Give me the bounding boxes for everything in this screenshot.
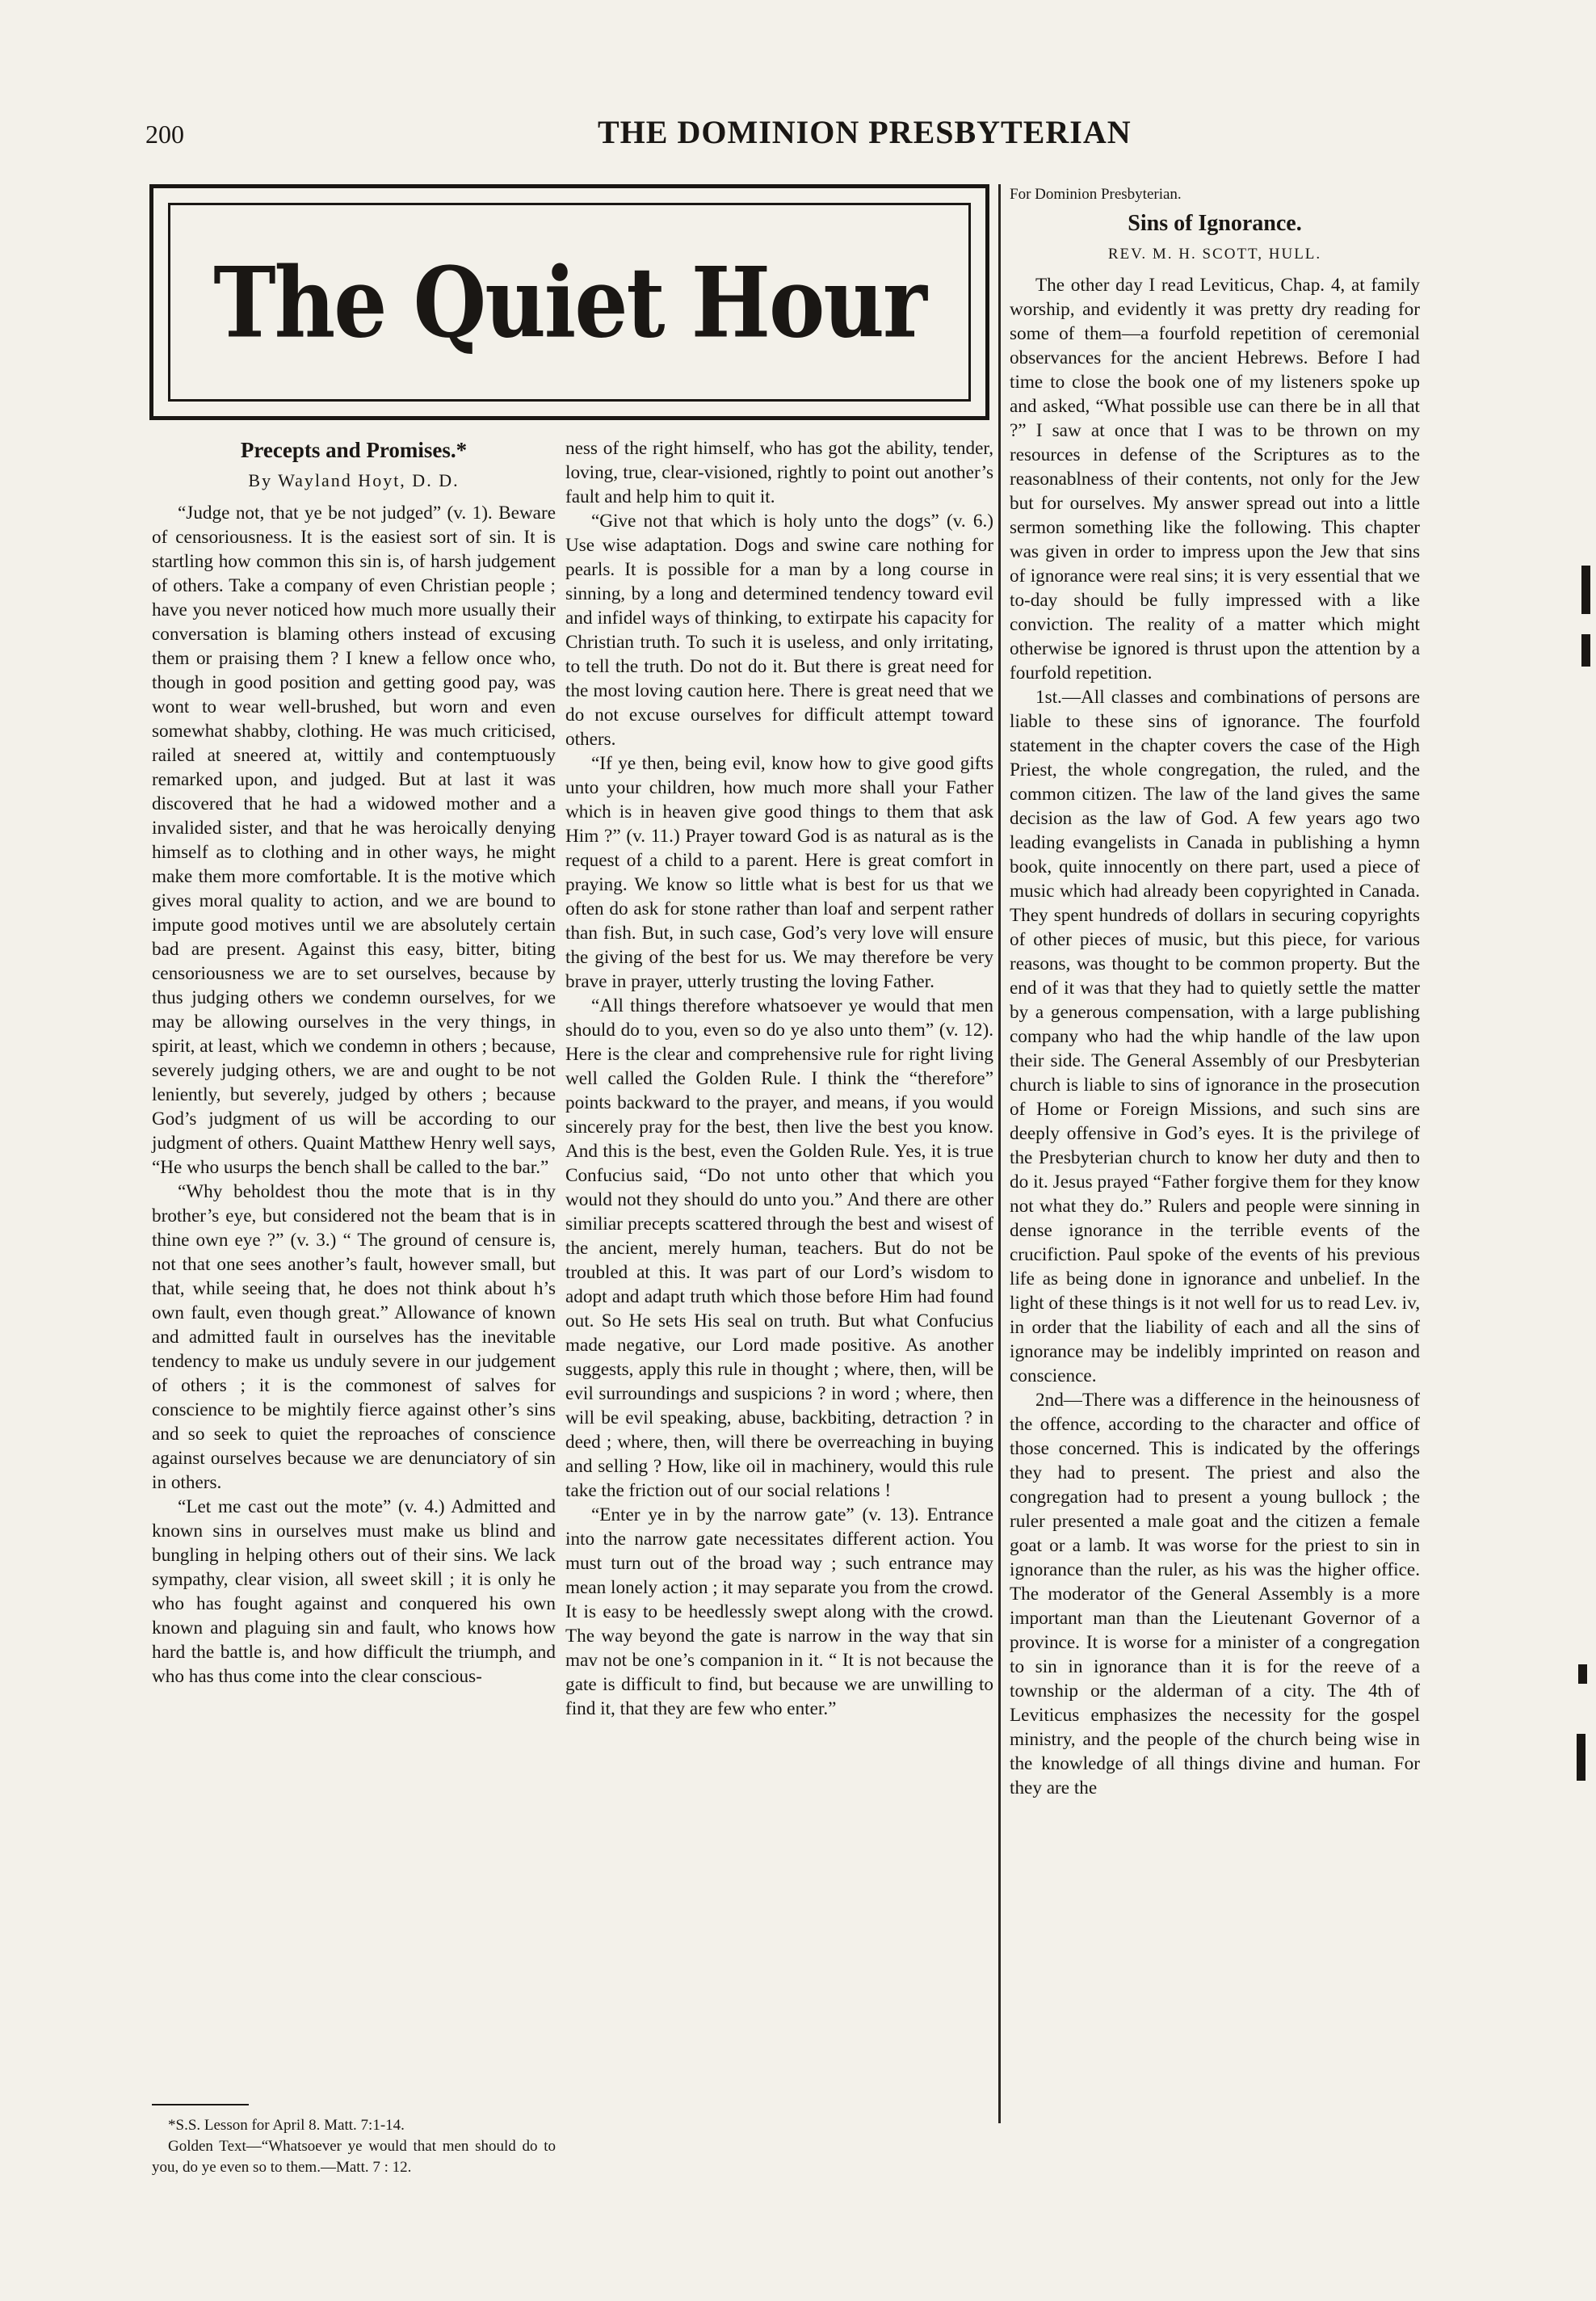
article2-title: Sins of Ignorance. <box>1128 211 1302 236</box>
margin-binding-mark <box>1581 634 1590 667</box>
article2-paragraph: 1st.—All classes and combinations of persons are liable to these sins of ignorance. The fourfold statement in the chapter covers the case of the High Priest, the whole congregation, the ruled, and the common citizen. The law of the land gives the same decision as the law of God. A few years ago two leading evangelists in Canada in publishing a hymn book, quite innocently on there part, used a piece of music which had already been copyrighted in Canada. They spent hundreds of dollars in securing copyrights of other pieces of music, but this piece, for various reasons, was thought to be common property. But the end of it was that they had to quietly settle the matter by a generous compensation, with a large publishing company who had the whip handle of the law upon their side. The General Assembly of our Presbyterian church is liable to sins of ignorance in the prosecution of Home or Foreign Missions, and such sins are deeply offensive in God’s eyes. It is the privilege of the Presbyterian church to know her duty and then to do it. Jesus prayed “Father forgive them for they know not what they do.” Rulers and people were sinning in dense ignorance in the terrible events of the crucifiction. Paul spoke of the events of his previous life as being done in ignorance and unbelief. In the light of these things is it not well for us to read Lev. iv, in order that the liability of each and all the sins of ignorance may be indelibly imprinted on reason and conscience. <box>1010 687 1420 1386</box>
article2-for-line: For Dominion Presbyterian. <box>1010 186 1182 203</box>
article1-paragraph: “Let me cast out the mote” (v. 4.) Admitted and known sins in ourselves must make us blind and bungling in helping others out of their sins. We lack sympathy, clear vision, all sweet skill ; it is only he who has fought against and conquered his own known and plaguing sin and fault, who knows how hard the battle is, and how difficult the triumph, and who has thus come into the clear conscious- <box>152 1496 556 1687</box>
article1-byline: By Wayland Hoyt, D. D. <box>248 470 460 490</box>
article1-paragraph: ness of the right himself, who has got the ability, tender, loving, true, clear-visioned, rightly to point out another’s fault and help him to quit it. <box>565 438 993 507</box>
running-title: THE DOMINION PRESBYTERIAN <box>598 114 1132 150</box>
quiet-hour-banner <box>149 184 989 420</box>
quiet-hour-inner-frame <box>168 203 971 402</box>
article1-column-2 <box>565 436 993 1721</box>
article1-paragraph: “Judge not, that ye be not judged” (v. 1). Beware of censoriousness. It is the easiest sort of sin. It is startling how common this sin is, of harsh judgement of others. Take a company of even Christian people ; have you never noticed how much more usually their conversation is blaming others instead of excusing them or praising them ? I knew a fellow once who, though in good position and getting good pay, was wont to wear well-brushed, but worn and even somewhat shabby, clothing. He was much criticised, railed at sneered at, wittily and contemptuously remarked upon, and judged. But at last it was discovered that he had a widowed mother and a invalided sister, and that he was heroically denying himself as to clothing and in other ways, he might make them more comfortable. It is the motive which gives moral quality to action, and we are bound to impute good motives until we are absolutely certain bad are present. Against this easy, bitter, biting censoriousness we are to set ourselves, because by thus judging others we condemn ourselves, for we may be allowing ourselves in the very things, in spirit, at least, which we condemn in others ; because, severely judging others, we are and ought to be not leniently, but severely, judged by others ; because God’s judgment of us will be according to our judgment of others. Quaint Matthew Henry well says, “He who usurps the bench shall be called to the bar.” <box>152 503 556 1178</box>
page-header <box>145 113 1405 162</box>
article1-paragraph: “All things therefore whatsoever ye would that men should do to you, even so do ye also unto them” (v. 12). Here is the clear and comprehensive rule for right living well called the Golden Rule. I think the “therefore” points backward to the prayer, and means, if you would sincerely pray for the best, then live the best you know. And this is the best, even the Golden Rule. Yes, it is true Confucius said, “Do not unto other that which you would not they should do unto you.” And there are other similiar precepts scattered through the best and wisest of the ancient, merely human, teachers. But do not be troubled at this. It was part of our Lord’s wisdom to adopt and adapt truth which those before Him had found out. So He sets His seal on truth. But what Confucius made negative, our Lord made positive. As another suggests, apply this rule in thought ; where, then, will be evil surroundings and suspicions ? in word ; where, then will be evil speaking, abuse, backbiting, detraction ? in deed ; where, then, will there be overreaching in buying and selling ? How, like oil in machinery, would this rule take the friction out of our social relations ! <box>565 995 993 1501</box>
footnotes <box>152 2115 556 2178</box>
margin-binding-mark <box>1578 1664 1587 1684</box>
page-number: 200 <box>145 120 184 149</box>
article1-paragraph: “If ye then, being evil, know how to give good gifts unto your children, how much more shall your Father which is in heaven give good things to them that ask Him ?” (v. 11.) Prayer toward God is as natural as is the request of a child to a parent. Here is great comfort in praying. We know so little what is best for us that we often do ask for stone rather than loaf and serpent rather than fish. But, in such case, God’s very love will ensure the giving of the best for us. We may therefore be very brave in prayer, utterly trusting the loving Father. <box>565 753 993 992</box>
article2-paragraph: 2nd—There was a difference in the heinousness of the offence, according to the character and office of those concerned. This is indicated by the offerings they had to present. The priest and also the congregation had to present a young bullock ; the ruler presented a male goat and the citizen a female goat or a lamb. It was worse for the priest to sin in ignorance than the ruler, as his was the higher office. The moderator of the General Assembly is a more important man than the Lieutenant Governor of a province. It is worse for a minister of a congregation to sin in ignorance than it is for the reeve of a township or the alderman of a city. The 4th of Leviticus emphasizes the necessity for the gospel ministry, and the people of the church being wise in the knowledge of all things divine and human. For they are the <box>1010 1390 1420 1798</box>
footnote: *S.S. Lesson for April 8. Matt. 7:1-14. <box>168 2117 405 2134</box>
column-rule-right <box>998 184 1001 2123</box>
article1-title: Precepts and Promises.* <box>240 438 468 462</box>
margin-binding-mark <box>1577 1734 1586 1781</box>
article1-paragraph: “Why beholdest thou the mote that is in thy brother’s eye, but considered not the beam that is in thine own eye ?” (v. 3.) “ The ground of censure is, not that one sees another’s fault, however small, but that, while seeing that, he does not think about h’s own fault, even though great.” Allowance of known and admitted fault in ourselves has the inevitable tendency to make us unduly severe in our judgement of others ; it is the commonest of salves for conscience to be mightily fierce against other’s sins and so seek to quiet the reproaches of conscience against ourselves because we are denunciatory of sin in others. <box>152 1181 556 1493</box>
article1-paragraph: “Enter ye in by the narrow gate” (v. 13). Entrance into the narrow gate necessitates different action. You must turn out of the broad way ; such entrance may mean lonely action ; it may separate you from the crowd. It is easy to be heedlessly swept along with the crowd. The way beyond the gate is narrow in the way that sin mav not be one’s companion in it. “ It is not because the gate is difficult to find, but because we are unwilling to find it, that they are few who enter.” <box>565 1504 993 1719</box>
article2-paragraph: The other day I read Leviticus, Chap. 4, at family worship, and evidently it was pretty dry reading for some of them—a fourfold repetition of ceremonial observances for the ancient Hebrews. Before I had time to close the book one of my listeners spoke up and asked, “What possible use can there be in all that ?” I saw at once that I was to be thrown on my resources in defense of the Scriptures as to the reasonablness of their contents, not only for the Jew but for ourselves. My answer spread out into a little sermon something like the following. This chapter was given in order to impress upon the Jew that sins of ignorance were real sins; it is very essential that we to-day should be fully impressed with a like conviction. The reality of a matter which might otherwise be ignored is thrust upon the attention by a fourfold repetition. <box>1010 275 1420 684</box>
footnote: Golden Text—“Whatsoever ye would that men should do to you, do ye even so to them.—Matt. 7 : 12. <box>152 2138 556 2176</box>
article2-column <box>1010 184 1420 1800</box>
footnote-rule <box>152 2104 249 2105</box>
banner-title: The Quiet Hour <box>213 245 926 360</box>
article1-column-1 <box>152 436 556 1689</box>
article2-byline: REV. M. H. SCOTT, HULL. <box>1107 246 1322 263</box>
article1-paragraph: “Give not that which is holy unto the dogs” (v. 6.) Use wise adaptation. Dogs and swine care nothing for pearls. It is possible for a man by a long course in sinning, by a long and determined tendency toward evil and infidel ways of thinking, to extirpate his capacity for Christian truth. To such it is useless, and only irritating, to tell the truth. Do not do it. But there is great need for the most loving caution here. There is great need that we do not excuse ourselves for difficult attempt toward others. <box>565 511 993 750</box>
margin-binding-mark <box>1581 566 1590 614</box>
